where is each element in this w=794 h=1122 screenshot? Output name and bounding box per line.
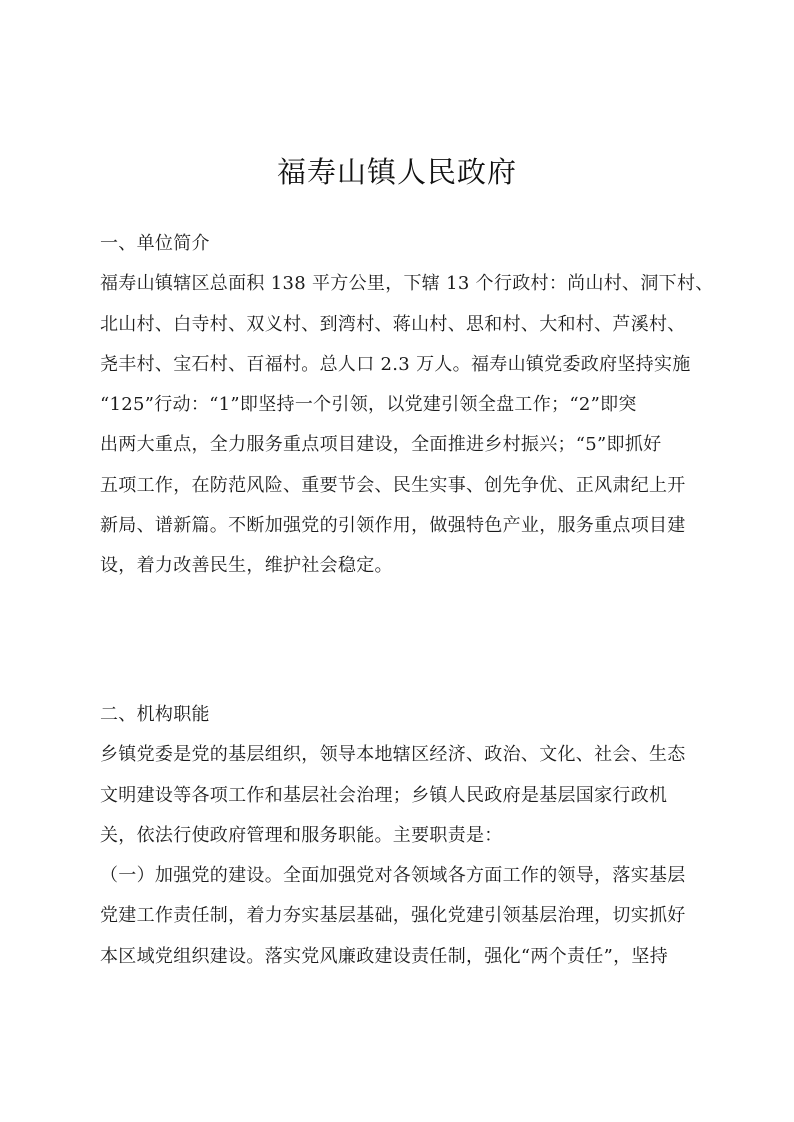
paragraph-line: 文明建设等各项工作和基层社会治理；乡镇人民政府是基层国家行政机 — [100, 784, 668, 806]
paragraph-line: 尧丰村、宝石村、百福村。总人口 2.3 万人。福寿山镇党委政府坚持实施 — [100, 353, 691, 375]
paragraph-line: 北山村、白寺村、双义村、到湾村、蒋山村、思和村、大和村、芦溪村、 — [100, 313, 686, 335]
section-unit-intro — [100, 224, 714, 587]
document-title: 福寿山镇人民政府 — [276, 155, 517, 189]
paragraph-line: 福寿山镇辖区总面积 138 平方公里，下辖 13 个行政村：尚山村、洞下村、 — [100, 273, 714, 295]
paragraph-line: 设，着力改善民生，维护社会稳定。 — [100, 555, 393, 577]
paragraph-line: 乡镇党委是党的基层组织，领导本地辖区经济、政治、文化、社会、生态 — [100, 744, 686, 766]
paragraph-line: “125”行动：“1”即坚持一个引领，以党建引领全盘工作；“2”即突 — [100, 394, 637, 416]
section-functions — [100, 695, 700, 977]
paragraph-line: 五项工作，在防范风险、重要节会、民生实事、创先争优、正风肃纪上开 — [100, 474, 686, 496]
section-heading: 一、单位简介 — [100, 233, 210, 254]
paragraph-line: 本区域党组织建设。落实党风廉政建设责任制，强化“两个责任”，坚持 — [100, 945, 669, 967]
paragraph-line: 新局、谱新篇。不断加强党的引领作用，做强特色产业，服务重点项目建 — [100, 515, 686, 537]
paragraph-line: 关，依法行使政府管理和服务职能。主要职责是： — [100, 824, 503, 846]
paragraph-line: 党建工作责任制，着力夯实基层基础，强化党建引领基层治理，切实抓好 — [100, 905, 686, 927]
paragraph-line: 出两大重点，全力服务重点项目建设，全面推进乡村振兴；“5”即抓好 — [100, 434, 662, 456]
paragraph-line: （一）加强党的建设。全面加强党对各领域各方面工作的领导，落实基层 — [100, 865, 686, 887]
section-heading: 二、机构职能 — [100, 704, 210, 725]
